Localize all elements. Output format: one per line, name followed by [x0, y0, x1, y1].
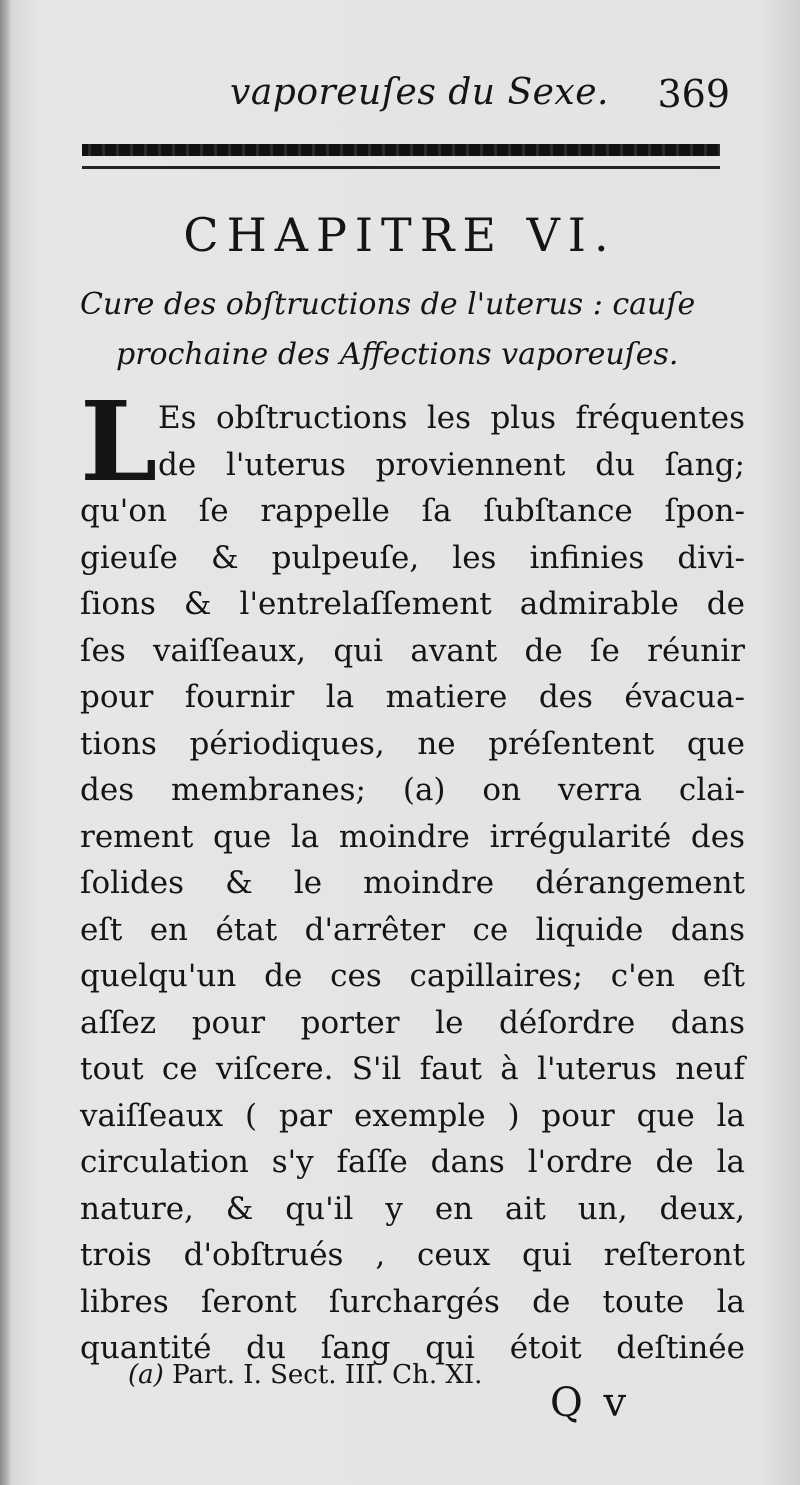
page-header: [220, 72, 740, 132]
footnote: [128, 1360, 482, 1390]
body-line: ſes vaiſſeaux, qui avant de ſe réunir: [80, 632, 745, 669]
body-line: ſolides & le moindre dérangement: [80, 865, 745, 901]
body-line: rement que la moindre irrégularité des: [80, 818, 745, 855]
body-text: [80, 395, 745, 1372]
footnote-mark: (a): [128, 1360, 164, 1390]
body-line: tout ce viſcere. S'il faut à l'uterus neuf: [80, 1051, 745, 1087]
subtitle-line-1: Cure des obſtructions de l'uterus : cauſe: [80, 287, 696, 322]
body-line: nature, & qu'il y en ait un, deux,: [80, 1190, 745, 1227]
body-line: Es obſtructions les plus fréquentes: [158, 400, 745, 436]
footnote-text: Part. I. Sect. III. Ch. XI.: [172, 1360, 483, 1390]
body-line: gieuſe & pulpeuſe, les infinies divi-: [80, 539, 745, 576]
chapter-title: CHAPITRE VI.: [183, 208, 617, 262]
body-line: qu'on ſe rappelle ſa ſubſtance ſpon-: [80, 493, 745, 529]
body-line: circulation s'y faſſe dans l'ordre de la: [80, 1144, 745, 1180]
body-line: pour fournir la matiere des évacua-: [80, 679, 745, 715]
body-line: eſt en état d'arrêter ce liquide dans: [80, 911, 745, 948]
body-line: quantité du ſang qui étoit deſtinée: [80, 1330, 745, 1366]
subtitle-line-2: prochaine des Affections vaporeuſes.: [116, 337, 679, 372]
body-line: ſions & l'entrelaſſement admirable de: [80, 586, 745, 622]
header-rule-thick: [82, 144, 720, 156]
body-line: aſſez pour porter le déſordre dans: [80, 1004, 745, 1041]
running-title: vaporeuſes du Sexe.: [230, 72, 609, 113]
drop-cap: L: [80, 377, 158, 506]
body-line: vaiſſeaux ( par exemple ) pour que la: [80, 1097, 745, 1134]
body-line: trois d'obſtrués , ceux qui reſteront: [80, 1237, 745, 1273]
header-rule-thin: [82, 166, 720, 169]
body-line: tions périodiques, ne préſentent que: [80, 725, 745, 762]
page-number: 369: [657, 72, 730, 116]
signature-mark: Q v: [550, 1380, 631, 1426]
chapter-subtitle: [80, 280, 740, 380]
body-line: des membranes; (a) on verra clai-: [80, 772, 745, 808]
body-line: libres ſeront ſurchargés de toute la: [80, 1283, 745, 1320]
body-line: de l'uterus proviennent du ſang;: [158, 446, 745, 483]
body-line: quelqu'un de ces capillaires; c'en eſt: [80, 958, 745, 994]
